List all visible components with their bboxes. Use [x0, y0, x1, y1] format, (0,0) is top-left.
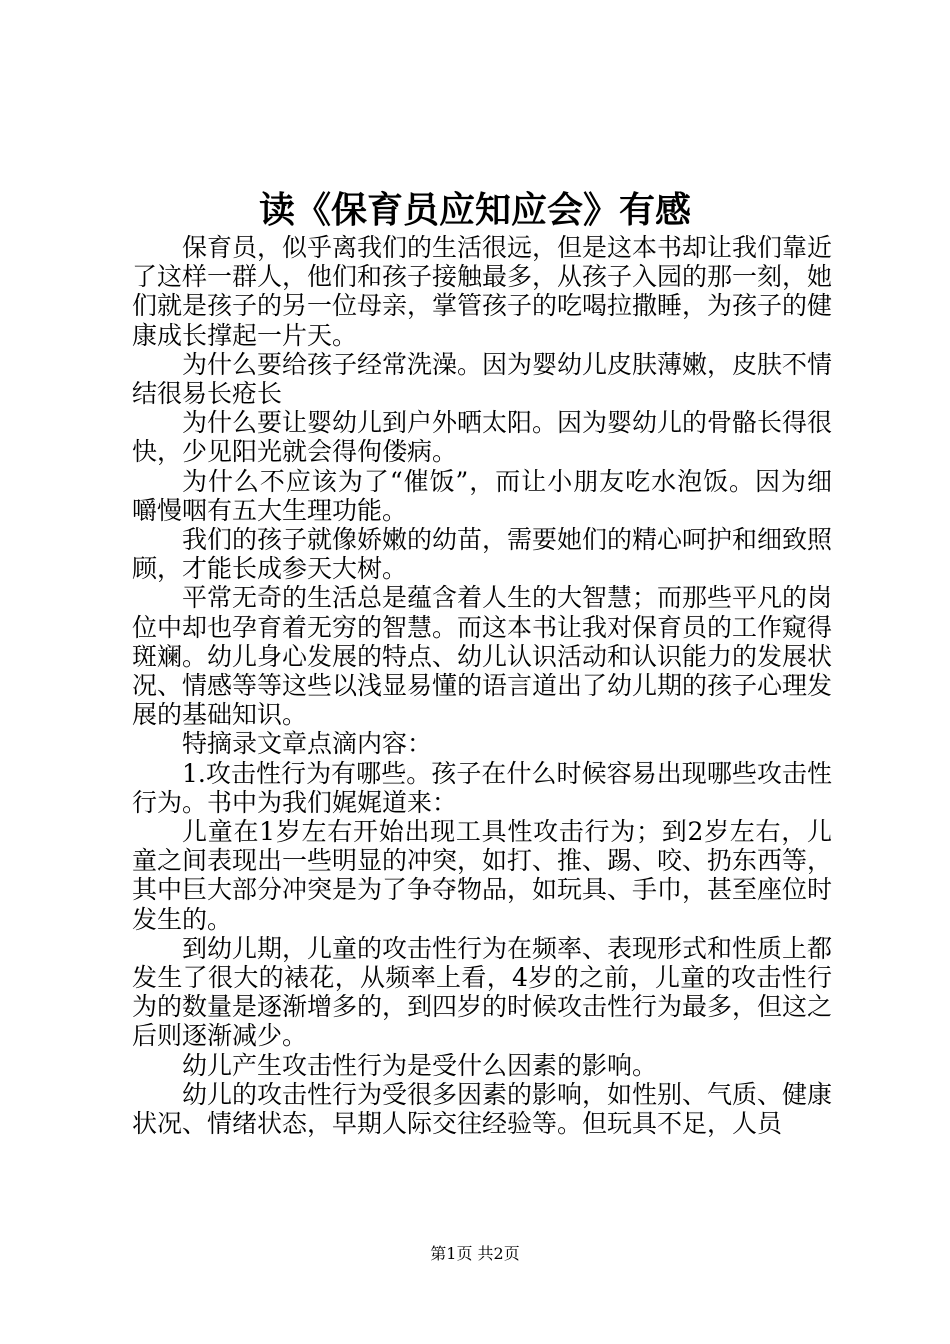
paragraph-3: 为什么要让婴幼儿到户外晒太阳。因为婴幼儿的骨骼长得很快，少见阳光就会得佝偻病。: [132, 408, 833, 467]
paragraph-5: 我们的孩子就像娇嫩的幼苗，需要她们的精心呵护和细致照顾，才能长成参天大树。: [132, 525, 833, 584]
paragraph-12: 幼儿的攻击性行为受很多因素的影响，如性别、气质、健康状况、情绪状态，早期人际交往经验等。但玩具不足，人员: [132, 1079, 833, 1139]
document-body: [132, 233, 832, 1138]
paragraph-4: 为什么不应该为了“催饭”，而让小朋友吃水泡饭。因为细嚼慢咽有五大生理功能。: [132, 466, 832, 525]
page-footer: 第1页 共2页: [430, 1244, 520, 1263]
paragraph-6: 平常无奇的生活总是蕴含着人生的大智慧；而那些平凡的岗位中却也孕育着无穷的智慧。而这本书让我对保育员的工作窥得斑斓。幼儿身心发展的特点、幼儿认识活动和认识能力的发展状况、情感等等这些以浅显易懂的语言道出了幼儿期的孩子心理发展的基础知识。: [132, 583, 833, 730]
paragraph-7: 特摘录文章点滴内容：: [182, 729, 433, 759]
paragraph-10: 到幼儿期，儿童的攻击性行为在频率、表现形式和性质上都发生了很大的裱花，从频率上看，4岁的之前，儿童的攻击性行为的数量是逐渐增多的，到四岁的时候攻击性行为最多，但这之后则逐渐减少。: [132, 933, 833, 1051]
paragraph-8: 1.攻击性行为有哪些。孩子在什么时候容易出现哪些攻击性行为。书中为我们娓娓道来：: [132, 758, 832, 817]
paragraph-1: 保育员，似乎离我们的生活很远，但是这本书却让我们靠近了这样一群人，他们和孩子接触最多，从孩子入园的那一刻，她们就是孩子的另一位母亲，掌管孩子的吃喝拉撒睡，为孩子的健康成长撑起一片天。: [132, 233, 833, 350]
paragraph-2: 为什么要给孩子经常洗澡。因为婴幼儿皮肤薄嫩，皮肤不情结很易长疮长: [132, 349, 833, 409]
document-title: 读《保育员应知应会》有感: [258, 189, 691, 231]
paragraph-11: 幼儿产生攻击性行为是受什么因素的影响。: [182, 1050, 658, 1080]
paragraph-9: 儿童在1岁左右开始出现工具性攻击行为；到2岁左右，儿童之间表现出一些明显的冲突，如打、推、踢、咬、扔东西等，其中巨大部分冲突是为了争夺物品，如玩具、手巾，甚至座位时发生的。: [132, 817, 833, 934]
